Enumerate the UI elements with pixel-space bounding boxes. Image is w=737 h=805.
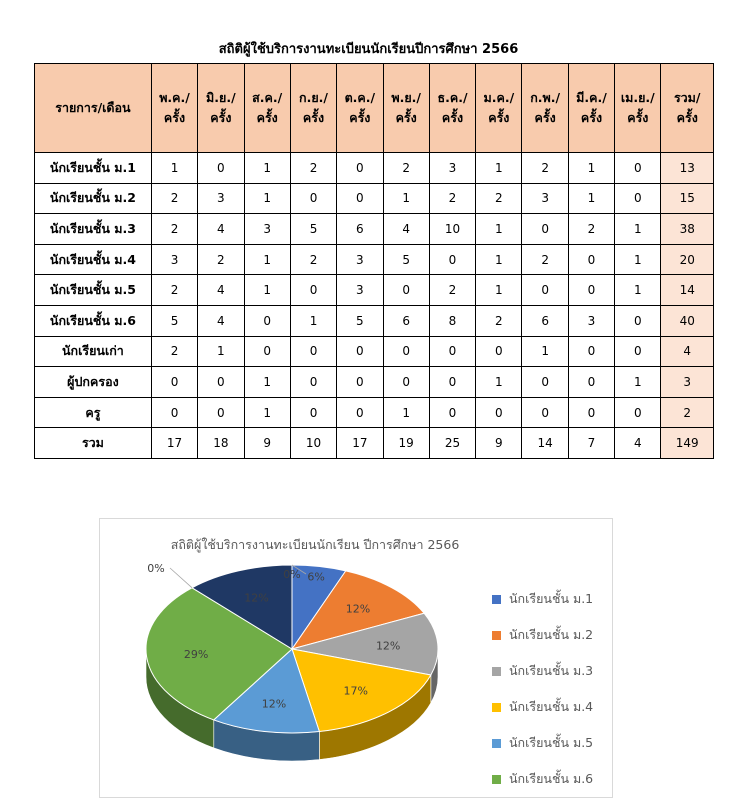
legend-label: นักเรียนชั้น ม.1 xyxy=(509,591,594,606)
legend-label: นักเรียนชั้น ม.5 xyxy=(509,735,594,750)
table-cell: 0 xyxy=(568,244,614,275)
pie-chart xyxy=(99,518,613,798)
table-cell: 4 xyxy=(198,305,244,336)
table-cell: 0 xyxy=(151,367,197,398)
table-cell: 2 xyxy=(383,153,429,184)
header-month xyxy=(290,64,336,153)
table-cell: 0 xyxy=(290,367,336,398)
header-text: มิ.ย./ xyxy=(206,90,236,105)
header-month xyxy=(429,64,475,153)
table-cell: 0 xyxy=(615,305,661,336)
header-text: ครั้ง xyxy=(488,110,510,125)
table-title: สถิติผู้ใช้บริการงานทะเบียนนักเรียนปีการศึกษา 2566 xyxy=(218,42,519,57)
chart-title: สถิติผู้ใช้บริการงานทะเบียนนักเรียน ปีการศึกษา 2566 xyxy=(170,537,460,552)
table-cell: 1 xyxy=(476,244,522,275)
legend-item xyxy=(492,617,593,653)
header-text: ครั้ง xyxy=(349,110,371,125)
table-cell: 1 xyxy=(476,275,522,306)
leader-line xyxy=(170,568,192,588)
table-row xyxy=(35,428,714,459)
header-month xyxy=(476,64,522,153)
header-month xyxy=(615,64,661,153)
row-total: 15 xyxy=(661,183,714,214)
table-cell: 0 xyxy=(522,214,568,245)
table-cell: 1 xyxy=(244,183,290,214)
header-text: เม.ย./ xyxy=(620,90,655,105)
header-text: ธ.ค./ xyxy=(437,90,468,105)
table-cell: 4 xyxy=(198,214,244,245)
table-header-row xyxy=(35,64,714,153)
pie-data-label: 0% xyxy=(283,568,301,581)
table-cell: 1 xyxy=(568,153,614,184)
table-cell: 3 xyxy=(429,153,475,184)
table-cell: 1 xyxy=(568,183,614,214)
row-total: 13 xyxy=(661,153,714,184)
table-cell: 18 xyxy=(198,428,244,459)
table-cell: 0 xyxy=(522,367,568,398)
table-cell: 1 xyxy=(290,305,336,336)
table-cell: 0 xyxy=(429,367,475,398)
table-cell: 0 xyxy=(337,367,383,398)
header-month xyxy=(337,64,383,153)
table-cell: 1 xyxy=(244,275,290,306)
legend-swatch xyxy=(492,595,501,604)
table-row xyxy=(35,153,714,184)
table-cell: 2 xyxy=(522,153,568,184)
table-cell: 0 xyxy=(151,397,197,428)
header-text: ครั้ง xyxy=(302,110,325,125)
table-row xyxy=(35,214,714,245)
table-cell: 1 xyxy=(244,153,290,184)
table-cell: 3 xyxy=(337,244,383,275)
row-label: นักเรียนชั้น ม.1 xyxy=(35,153,152,184)
pie-data-label: 12% xyxy=(375,639,401,653)
table-cell: 1 xyxy=(244,367,290,398)
table-cell: 0 xyxy=(568,336,614,367)
header-text: ครั้ง xyxy=(256,110,278,125)
header-text: ครั้ง xyxy=(395,110,417,125)
legend-label: นักเรียนชั้น ม.6 xyxy=(509,771,594,786)
table-cell: 0 xyxy=(615,183,661,214)
row-label: นักเรียนเก่า xyxy=(35,336,152,367)
table-row xyxy=(35,397,714,428)
table-cell: 17 xyxy=(151,428,197,459)
legend-swatch xyxy=(492,703,501,712)
table-cell: 1 xyxy=(615,275,661,306)
header-month xyxy=(198,64,244,153)
table-cell: 0 xyxy=(615,336,661,367)
legend-item xyxy=(492,761,593,797)
table-cell: 1 xyxy=(615,367,661,398)
table-cell: 1 xyxy=(383,397,429,428)
row-total: 3 xyxy=(661,367,714,398)
table-row xyxy=(35,336,714,367)
row-label: นักเรียนชั้น ม.2 xyxy=(35,183,152,214)
header-text: รวม/ xyxy=(673,90,701,105)
header-text: ส.ค./ xyxy=(252,90,283,105)
row-total: 4 xyxy=(661,336,714,367)
table-cell: 1 xyxy=(476,214,522,245)
table-cell: 3 xyxy=(244,214,290,245)
pie-data-label: 17% xyxy=(343,684,368,698)
table-cell: 0 xyxy=(290,397,336,428)
table-cell: 0 xyxy=(198,367,244,398)
row-label: รวม xyxy=(35,428,152,459)
table-cell: 3 xyxy=(568,305,614,336)
pie-data-label: 0% xyxy=(147,562,165,575)
table-cell: 0 xyxy=(244,305,290,336)
table-cell: 2 xyxy=(151,336,197,367)
legend-swatch xyxy=(492,631,501,640)
pie-data-label: 12% xyxy=(244,591,269,605)
table-cell: 1 xyxy=(615,244,661,275)
table-cell: 2 xyxy=(476,305,522,336)
table-cell: 2 xyxy=(429,183,475,214)
table-cell: 1 xyxy=(476,367,522,398)
table-cell: 0 xyxy=(290,183,336,214)
table-cell: 0 xyxy=(429,397,475,428)
table-cell: 19 xyxy=(383,428,429,459)
table-cell: 4 xyxy=(615,428,661,459)
table-cell: 0 xyxy=(615,397,661,428)
row-total: 40 xyxy=(661,305,714,336)
pie-data-label: 6% xyxy=(307,570,325,584)
row-label: นักเรียนชั้น ม.5 xyxy=(35,275,152,306)
table-cell: 1 xyxy=(615,214,661,245)
legend-item xyxy=(492,581,593,617)
header-text: ครั้ง xyxy=(676,110,698,125)
legend-swatch xyxy=(492,739,501,748)
table-cell: 0 xyxy=(337,183,383,214)
table-cell: 2 xyxy=(290,244,336,275)
table-cell: 1 xyxy=(522,336,568,367)
table-cell: 8 xyxy=(429,305,475,336)
legend-swatch xyxy=(492,667,501,676)
header-month xyxy=(383,64,429,153)
header-text: ครั้ง xyxy=(163,110,186,125)
table-cell: 2 xyxy=(429,275,475,306)
table-cell: 0 xyxy=(383,367,429,398)
table-cell: 0 xyxy=(198,397,244,428)
table-cell: 0 xyxy=(568,275,614,306)
pie-data-label: 12% xyxy=(345,602,371,616)
pie-data-label: 29% xyxy=(183,648,209,662)
table-cell: 0 xyxy=(383,336,429,367)
table-cell: 0 xyxy=(568,397,614,428)
table-cell: 1 xyxy=(244,397,290,428)
statistics-table xyxy=(34,63,714,459)
table-cell: 5 xyxy=(337,305,383,336)
header-text: ครั้ง xyxy=(580,110,603,125)
legend-label: นักเรียนชั้น ม.3 xyxy=(509,663,594,678)
table-cell: 1 xyxy=(383,183,429,214)
row-label: นักเรียนชั้น ม.4 xyxy=(35,244,152,275)
header-text: ครั้ง xyxy=(210,110,232,125)
table-cell: 0 xyxy=(337,153,383,184)
header-text: ก.ย./ xyxy=(299,90,328,105)
header-text: ต.ค./ xyxy=(344,90,376,105)
header-month xyxy=(568,64,614,153)
table-cell: 7 xyxy=(568,428,614,459)
table-cell: 0 xyxy=(290,336,336,367)
table-cell: 0 xyxy=(383,275,429,306)
table-cell: 14 xyxy=(522,428,568,459)
legend-swatch xyxy=(492,775,501,784)
row-label: นักเรียนชั้น ม.3 xyxy=(35,214,152,245)
corner-header: รายการ/เดือน xyxy=(35,64,152,153)
legend-label: นักเรียนชั้น ม.4 xyxy=(509,699,594,714)
table-cell: 0 xyxy=(476,336,522,367)
table-row xyxy=(35,305,714,336)
table-cell: 5 xyxy=(383,244,429,275)
table-cell: 0 xyxy=(476,397,522,428)
header-text: ครั้ง xyxy=(627,110,649,125)
table-cell: 0 xyxy=(522,275,568,306)
table-cell: 0 xyxy=(568,367,614,398)
table-cell: 0 xyxy=(615,153,661,184)
table-cell: 2 xyxy=(151,183,197,214)
table-cell: 6 xyxy=(337,214,383,245)
table-cell: 0 xyxy=(337,397,383,428)
header-month xyxy=(522,64,568,153)
legend-item xyxy=(492,725,593,761)
table-cell: 0 xyxy=(429,244,475,275)
table-cell: 0 xyxy=(290,275,336,306)
row-total: 20 xyxy=(661,244,714,275)
table-cell: 2 xyxy=(522,244,568,275)
table-cell: 3 xyxy=(198,183,244,214)
row-total: 2 xyxy=(661,397,714,428)
table-cell: 9 xyxy=(244,428,290,459)
header-text: ก.พ./ xyxy=(530,90,561,105)
header-text: มี.ค./ xyxy=(576,90,607,105)
table-cell: 3 xyxy=(337,275,383,306)
table-cell: 0 xyxy=(522,397,568,428)
row-total: 149 xyxy=(661,428,714,459)
legend-label: นักเรียนชั้น ม.2 xyxy=(509,627,594,642)
table-cell: 1 xyxy=(244,244,290,275)
table-row xyxy=(35,275,714,306)
row-total: 38 xyxy=(661,214,714,245)
table-cell: 0 xyxy=(244,336,290,367)
table-cell: 0 xyxy=(429,336,475,367)
table-cell: 5 xyxy=(290,214,336,245)
header-text: ครั้ง xyxy=(534,110,556,125)
header-text: ครั้ง xyxy=(441,110,464,125)
table-cell: 4 xyxy=(383,214,429,245)
table-cell: 6 xyxy=(522,305,568,336)
row-label: ครู xyxy=(35,397,152,428)
table-cell: 2 xyxy=(568,214,614,245)
table-cell: 25 xyxy=(429,428,475,459)
table-cell: 2 xyxy=(151,275,197,306)
pie-data-label: 12% xyxy=(261,697,287,711)
row-label: ผู้ปกครอง xyxy=(35,367,152,398)
row-label: นักเรียนชั้น ม.6 xyxy=(35,305,152,336)
header-month xyxy=(151,64,197,153)
header-month xyxy=(244,64,290,153)
table-row xyxy=(35,183,714,214)
header-text: พ.ย./ xyxy=(391,90,421,105)
table-row xyxy=(35,367,714,398)
table-cell: 10 xyxy=(290,428,336,459)
table-cell: 9 xyxy=(476,428,522,459)
table-cell: 3 xyxy=(522,183,568,214)
table-cell: 6 xyxy=(383,305,429,336)
chart-legend xyxy=(492,581,593,797)
table-cell: 0 xyxy=(198,153,244,184)
table-cell: 5 xyxy=(151,305,197,336)
table-cell: 2 xyxy=(290,153,336,184)
table-cell: 2 xyxy=(198,244,244,275)
header-total xyxy=(661,64,714,153)
table-row xyxy=(35,244,714,275)
table-cell: 1 xyxy=(198,336,244,367)
table-cell: 2 xyxy=(476,183,522,214)
table-cell: 17 xyxy=(337,428,383,459)
table-cell: 1 xyxy=(151,153,197,184)
table-cell: 3 xyxy=(151,244,197,275)
table-cell: 10 xyxy=(429,214,475,245)
table-cell: 4 xyxy=(198,275,244,306)
header-text: ม.ค./ xyxy=(483,90,515,105)
legend-item xyxy=(492,689,593,725)
table-cell: 2 xyxy=(151,214,197,245)
legend-item xyxy=(492,653,593,689)
row-total: 14 xyxy=(661,275,714,306)
header-text: พ.ค./ xyxy=(159,90,190,105)
table-cell: 0 xyxy=(337,336,383,367)
table-cell: 1 xyxy=(476,153,522,184)
